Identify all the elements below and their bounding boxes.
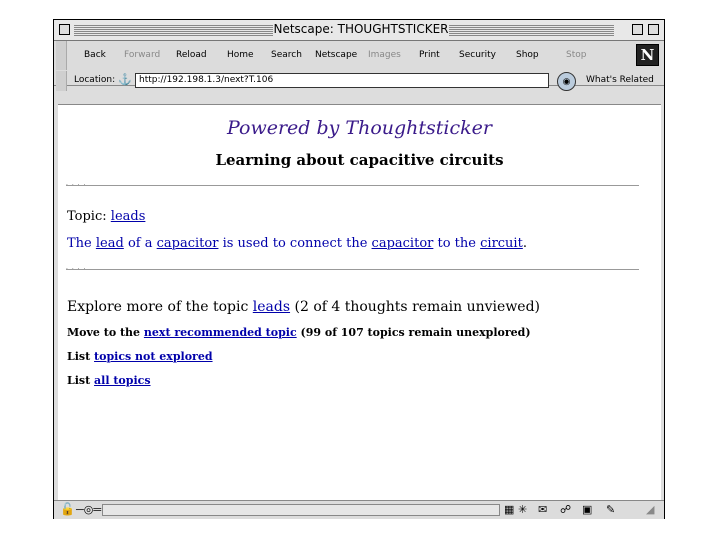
- thought-segment: The: [67, 236, 92, 251]
- title-bar[interactable]: [54, 20, 664, 41]
- location-label: Location:: [74, 75, 116, 85]
- toolbar-collapse-handle[interactable]: [56, 41, 67, 70]
- divider-dots: · · · ·: [66, 266, 87, 273]
- whats-related-icon[interactable]: ◉: [557, 72, 576, 91]
- thought-segment: of a: [127, 236, 153, 251]
- progress-bar: [102, 504, 500, 516]
- list-unexplored-line: [67, 350, 213, 363]
- divider: [66, 185, 639, 186]
- browser-window: [53, 19, 665, 519]
- explore-line: [67, 299, 540, 315]
- list-text: List: [67, 374, 91, 387]
- collapse-box[interactable]: [648, 24, 659, 35]
- bookmark-icon[interactable]: ⚓: [118, 74, 132, 86]
- topics-not-explored-link[interactable]: topics not explored: [94, 350, 213, 363]
- move-line: [67, 326, 531, 339]
- mail-icon[interactable]: ✉: [538, 504, 548, 516]
- netscape-logo[interactable]: N: [636, 44, 659, 66]
- topic-line: [67, 209, 145, 224]
- capacitor-link[interactable]: capacitor: [371, 236, 434, 251]
- thought-segment: is used to connect the: [222, 236, 368, 251]
- status-bar: [54, 500, 664, 519]
- security-button[interactable]: Security: [459, 50, 496, 60]
- window-title: Netscape: THOUGHTSTICKER: [273, 22, 449, 36]
- home-button[interactable]: Home: [227, 50, 254, 60]
- search-button[interactable]: Search: [271, 50, 302, 60]
- back-button[interactable]: Back: [84, 50, 106, 60]
- navigator-icon[interactable]: ✳: [518, 504, 528, 516]
- shop-button[interactable]: Shop: [516, 50, 539, 60]
- all-topics-link[interactable]: all topics: [94, 374, 151, 387]
- page-content: [58, 104, 661, 501]
- circuit-link[interactable]: circuit: [480, 236, 523, 251]
- move-text: Move to the: [67, 326, 141, 339]
- next-recommended-topic-link[interactable]: next recommended topic: [143, 326, 297, 339]
- thought-text: [67, 236, 527, 251]
- thought-period: .: [522, 236, 527, 251]
- newsgroup-icon[interactable]: ☍: [560, 504, 572, 516]
- composer-icon[interactable]: ✎: [606, 504, 616, 516]
- explore-count: (2 of 4 thoughts remain unviewed): [294, 299, 541, 315]
- navigation-toolbar: [54, 41, 664, 86]
- list-text: List: [67, 350, 91, 363]
- powered-by-banner: Powered by Thoughtsticker: [227, 117, 492, 139]
- component-bar-icon[interactable]: ▦: [504, 504, 515, 516]
- security-lock-icon[interactable]: 🔓: [60, 502, 75, 516]
- images-button[interactable]: Images: [368, 50, 401, 60]
- thought-segment: to the: [437, 236, 476, 251]
- zoom-box[interactable]: [632, 24, 643, 35]
- lead-link[interactable]: lead: [95, 236, 124, 251]
- resize-grip-icon[interactable]: ◢: [646, 504, 655, 516]
- netscape-button[interactable]: Netscape: [315, 50, 358, 60]
- connection-icon: ─◎═: [76, 504, 102, 516]
- address-book-icon[interactable]: ▣: [582, 504, 593, 516]
- divider-dots: · · · ·: [66, 182, 87, 189]
- stop-button[interactable]: Stop: [566, 50, 587, 60]
- reload-button[interactable]: Reload: [176, 50, 207, 60]
- topic-link[interactable]: leads: [110, 209, 146, 224]
- url-input[interactable]: http://192.198.1.3/next?T.106: [135, 73, 549, 88]
- capacitor-link[interactable]: capacitor: [156, 236, 219, 251]
- forward-button[interactable]: Forward: [124, 50, 161, 60]
- print-button[interactable]: Print: [419, 50, 440, 60]
- move-count: (99 of 107 topics remain unexplored): [300, 326, 531, 339]
- location-collapse-handle[interactable]: [56, 71, 67, 91]
- page-heading: Learning about capacitive circuits: [215, 151, 504, 169]
- list-all-line: [67, 374, 151, 387]
- topic-label: Topic:: [67, 209, 107, 224]
- explore-text: Explore more of the topic: [67, 299, 249, 315]
- divider: [66, 269, 639, 270]
- explore-topic-link[interactable]: leads: [252, 299, 291, 315]
- whats-related-button[interactable]: What's Related: [586, 75, 654, 85]
- close-box[interactable]: [59, 24, 70, 35]
